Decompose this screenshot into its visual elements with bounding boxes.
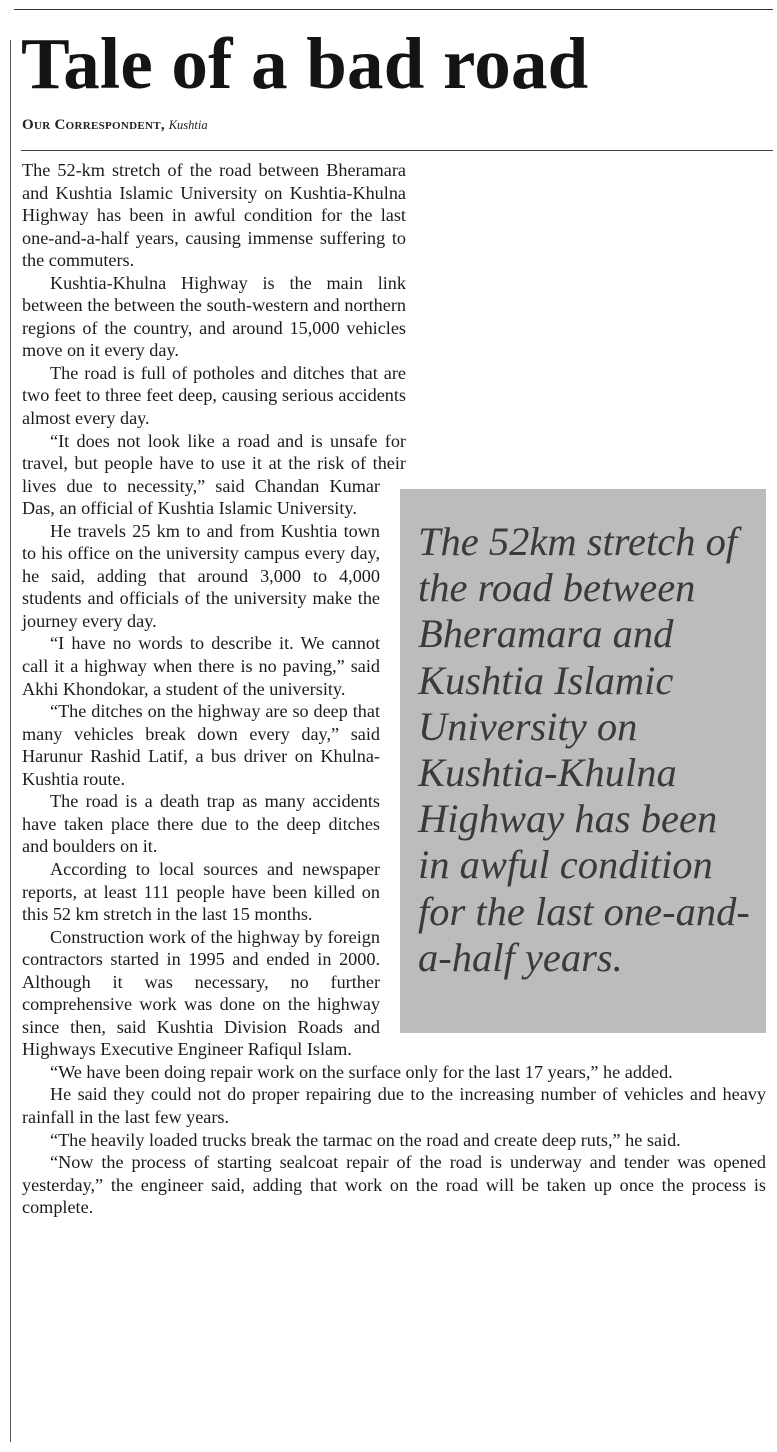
headline: Tale of a bad road — [21, 23, 589, 104]
paragraph: “It does not look like a road and is unsafe for travel, but people have to use it at the risk of their lives due to necessity,” said Chandan Kumar Das, an official of Kushtia Islamic University. — [22, 430, 406, 519]
paragraph: “The ditches on the highway are so deep that many vehicles break down every day,” said Harunur Rashid Latif, a bus driver on Khulna-Kushtia route. — [22, 701, 380, 789]
paragraph: “We have been doing repair work on the surface only for the last 17 years,” he added. — [50, 1061, 673, 1082]
paragraph: Kushtia-Khulna Highway is the main link between the between the south-western and northern regions of the country, and around 15,000 vehicles move on it every day. — [22, 272, 406, 361]
byline-rule — [21, 150, 773, 151]
paragraph: The road is full of potholes and ditches that are two feet to three feet deep, causing serious accidents almost every day. — [22, 362, 406, 429]
byline-location: Kushtia — [168, 118, 208, 132]
paragraph: “The heavily loaded trucks break the tarmac on the road and create deep ruts,” he said. — [50, 1129, 681, 1150]
top-rule — [14, 9, 773, 10]
paragraph: The 52-km stretch of the road between Bheramara and Kushtia Islamic University on Kushtia-Khulna Highway has been in awful condition for the last one-and-a-half years, causing immense suffering to the commuters. — [22, 160, 406, 271]
paragraph: The road is a death trap as many accidents have taken place there due to the deep ditches and boulders on it. — [22, 791, 380, 857]
paragraph: He travels 25 km to and from Kushtia town to his office on the university campus every day, he said, adding that around 3,000 to 4,000 students and officials of the university make the journey every day. — [22, 520, 380, 631]
paragraph: “Now the process of starting sealcoat repair of the road is underway and tender was opened yesterday,” the engineer said, adding that work on the road will be taken up once the process is complete. — [22, 1152, 766, 1218]
float-spacer — [406, 159, 766, 486]
left-column-rule — [10, 40, 11, 1442]
paragraph: According to local sources and newspaper reports, at least 111 people have been killed on this 52 km stretch in the last 15 months. — [22, 858, 380, 925]
pull-quote: The 52km stretch of the road between Bheramara and Kushtia Islamic University on Kushtia-Khulna Highway has been in awful condition for the last one-and-a-half years. — [400, 489, 766, 1033]
byline-author: Our Correspondent, — [22, 117, 165, 133]
byline — [22, 117, 208, 134]
paragraph: Construction work of the highway by foreign contractors started in 1995 and ended in 2000. Although it was necessary, no further comprehensive work was done on the highway since then, said Kushtia Division Roads and Highways Executive Engineer Rafiqul Islam. — [22, 926, 380, 1060]
paragraph: He said they could not do proper repairing due to the increasing number of vehicles and heavy rainfall in the last few years. — [22, 1084, 766, 1127]
paragraph: “I have no words to describe it. We cannot call it a highway when there is no paving,” said Akhi Khondokar, a student of the university. — [22, 633, 380, 699]
article-body — [22, 159, 766, 1219]
